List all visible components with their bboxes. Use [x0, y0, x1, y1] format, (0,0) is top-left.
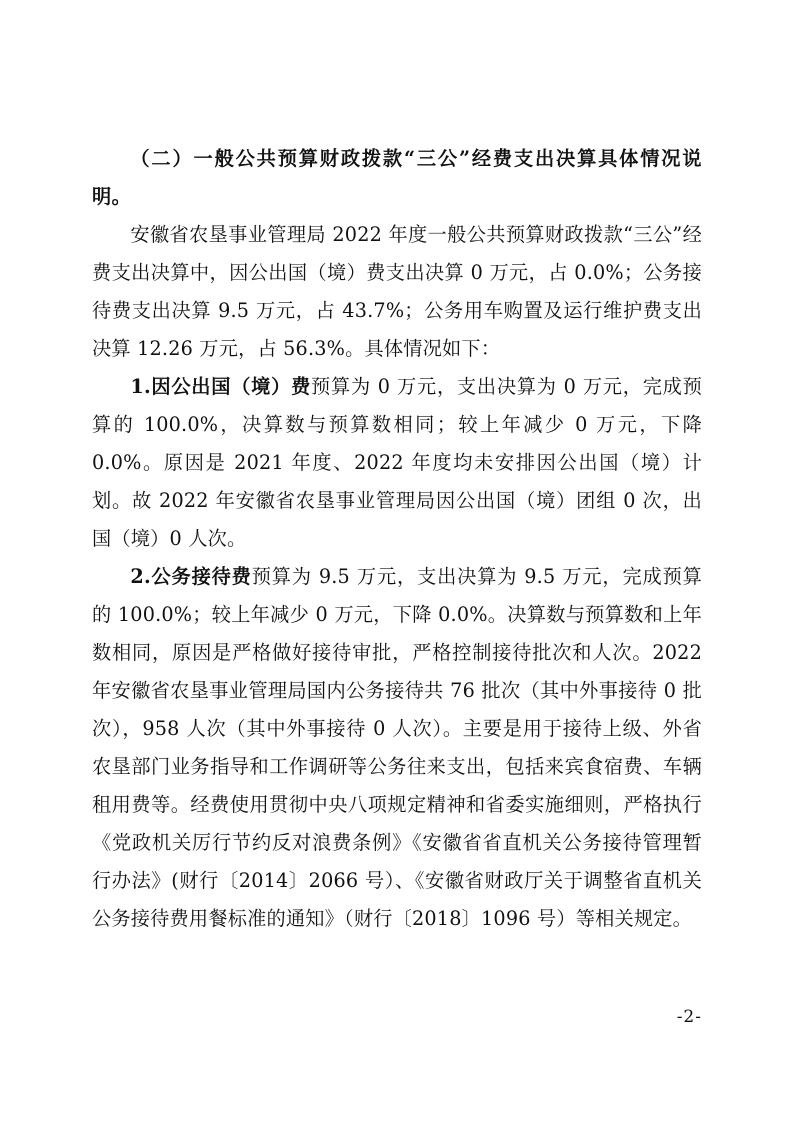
paragraph-item-2 — [92, 558, 702, 938]
section-heading: （二）一般公共预算财政拨款“三公”经费支出决算具体情况说明。 — [92, 147, 702, 208]
paragraph-item-1 — [92, 368, 702, 558]
paragraph-overview: 安徽省农垦事业管理局 2022 年度一般公共预算财政拨款“三公”经费支出决算中，因公出国（境）费支出决算 0 万元，占 0.0%；公务接待费支出决算 9.5 万元，占 43.7%；公务用车购置及运行维护费支出决算 12.26 万元，占 56.3%。具体情况如下： — [92, 223, 702, 360]
paragraph-item-2-lead: 2.公务接待费 — [130, 565, 252, 588]
paragraph-item-1-text: 预算为 0 万元，支出决算为 0 万元，完成预算的 100.0%，决算数与预算数相同；较上年减少 0 万元，下降 0.0%。原因是 2021 年度、2022 年度均未安排因公出国（境）计划。故 2022 年安徽省农垦事业管理局因公出国（境）团组 0 次，出国（境）0 人次。 — [92, 375, 703, 550]
document-body — [92, 140, 702, 938]
page-number: -2- — [676, 1007, 702, 1027]
paragraph-item-1-lead: 1.因公出国（境）费 — [130, 375, 312, 398]
paragraph-item-2-text: 预算为 9.5 万元，支出决算为 9.5 万元，完成预算的 100.0%；较上年减少 0 万元，下降 0.0%。决算数与预算数和上年数相同，原因是严格做好接待审批，严格控制接待批次和人次。2022 年安徽省农垦事业管理局国内公务接待共 76 批次（其中外事接待 0 批次），958 人次（其中外事接待 0 人次）。主要是用于接待上级、外省农垦部门业务指导和工作调研等公务往来支出，包括来宾食宿费、车辆租用费等。经费使用贯彻中央八项规定精神和省委实施细则，严格执行《党政机关厉行节约反对浪费条例》《安徽省省直机关公务接待管理暂行办法》(财行〔2014〕2066 号）、《安徽省财政厅关于调整省直机关公务接待费用餐标准的通知》（财行〔2018〕1096 号）等相关规定。 — [92, 565, 703, 930]
